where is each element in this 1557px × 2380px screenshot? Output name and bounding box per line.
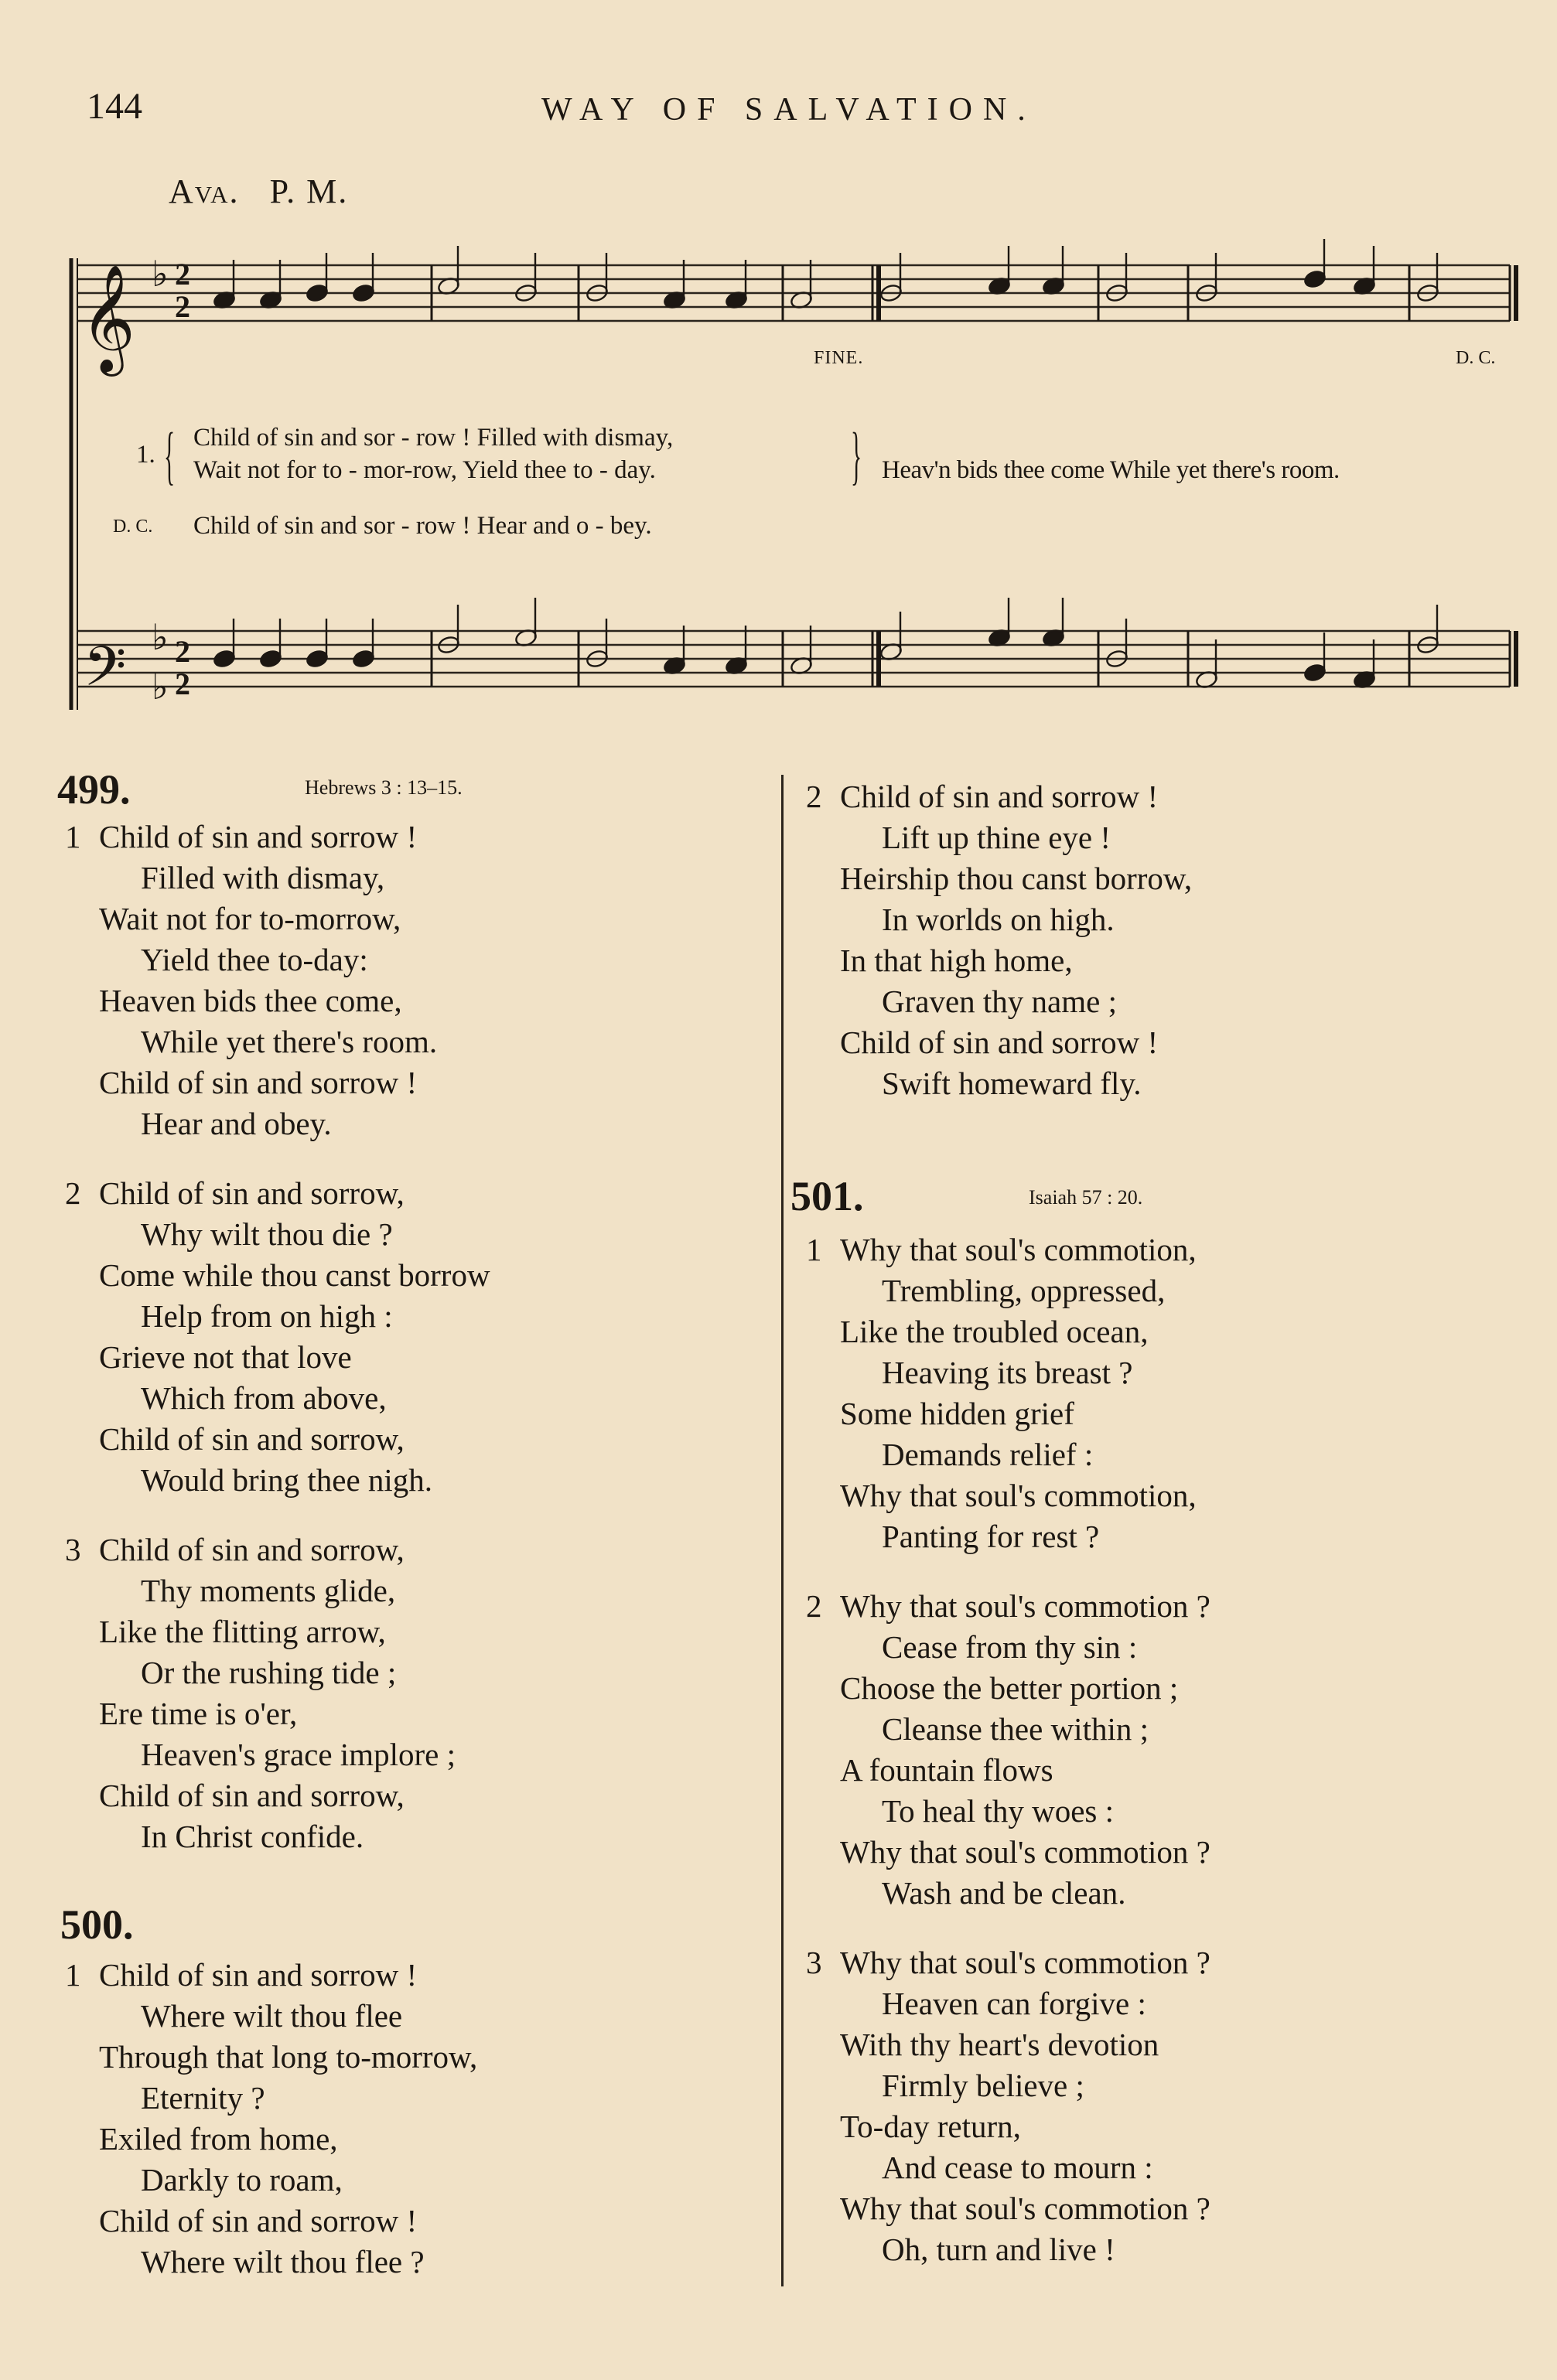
column-divider — [781, 775, 784, 2286]
verse-line — [840, 1873, 1210, 1914]
verse-line-text: Why that soul's commotion ? — [840, 1945, 1210, 1980]
verse-line-text: While yet there's room. — [141, 1024, 438, 1059]
verse-line-text: Demands relief : — [882, 1437, 1094, 1472]
verse-line — [840, 1750, 1210, 1791]
verse-line — [99, 1378, 490, 1419]
verse-line-text: Heaven can forgive : — [882, 1986, 1146, 2021]
verse-line-text: In that high home, — [840, 943, 1073, 978]
verse-number: 2 — [806, 779, 822, 814]
verse-line-text: In Christ confide. — [141, 1819, 364, 1854]
verse-line-text: Why that soul's commotion, — [840, 1232, 1197, 1267]
verse-line-text: Cease from thy sin : — [882, 1629, 1138, 1665]
verse-line-text: Some hidden grief — [840, 1396, 1074, 1431]
verse-line-text: Heaving its breast ? — [882, 1355, 1133, 1390]
verse-line-text: Why wilt thou die ? — [141, 1216, 393, 1252]
verse-line — [840, 1311, 1197, 1352]
time-signature-top: 2 — [175, 634, 190, 669]
verse-line — [840, 899, 1192, 940]
verse-line-text: Through that long to-morrow, — [99, 2039, 478, 2075]
verse-number: 3 — [806, 1945, 822, 1980]
verse-line — [99, 898, 437, 939]
verse — [65, 817, 438, 1144]
lyric-dc-marker: D. C. — [113, 517, 153, 537]
verse-line — [806, 1942, 1210, 1983]
verse-line — [99, 1021, 437, 1062]
verse-line-text: Why that soul's commotion, — [840, 1478, 1197, 1513]
verse — [65, 1173, 490, 1501]
verse-line-text: Yield thee to-day: — [141, 942, 368, 977]
verse — [806, 776, 1193, 1104]
verse-line — [99, 1652, 456, 1693]
verse-line — [840, 817, 1192, 858]
verse-number: 3 — [65, 1532, 81, 1567]
key-flat-icon: ♭ — [152, 254, 169, 294]
verse-line — [99, 2242, 477, 2283]
verse-number: 1 — [65, 819, 81, 854]
tune-meter: P. M. — [269, 172, 349, 210]
key-flat-icon: ♭ — [152, 618, 169, 657]
verse-line — [840, 940, 1192, 981]
verse-line — [840, 1627, 1210, 1668]
verse-line-text: Heaven's grace implore ; — [141, 1737, 456, 1772]
verse-line — [99, 1337, 490, 1378]
note-head — [352, 649, 376, 669]
dc-label: D. C. — [1456, 348, 1496, 368]
verse-line — [99, 2160, 477, 2201]
verse-line — [99, 2078, 477, 2119]
verse-number: 1 — [806, 1232, 822, 1267]
note-head — [1303, 663, 1327, 683]
hymn-number-501: 501. — [790, 1173, 864, 1219]
verse-line — [99, 1296, 490, 1337]
verse-line — [99, 2119, 477, 2160]
verse-line — [840, 1393, 1197, 1434]
right-brace-icon: } — [851, 420, 862, 492]
music-score — [0, 0, 1557, 742]
verse-line — [99, 1570, 456, 1611]
verse-line — [65, 1955, 477, 1996]
verse-number: 2 — [65, 1175, 81, 1211]
verse-line — [99, 1214, 490, 1255]
verse — [806, 1942, 1210, 2270]
fine-label: FINE. — [814, 348, 864, 368]
verse-line-text: Swift homeward fly. — [882, 1066, 1142, 1101]
lyric-line-2: Child of sin and sor - row ! Hear and o - bey. — [193, 512, 652, 540]
note-head — [259, 649, 283, 669]
verse-line-text: Oh, turn and live ! — [882, 2232, 1115, 2267]
verse-line — [840, 1709, 1210, 1750]
verse-line — [65, 817, 437, 858]
verse-line — [99, 1775, 456, 1816]
verse-line — [99, 1419, 490, 1460]
page-number: 144 — [87, 86, 142, 127]
note-head — [306, 283, 329, 303]
verse-line — [840, 858, 1192, 899]
verse — [65, 1955, 478, 2283]
verse-line-text: Panting for rest ? — [882, 1519, 1100, 1554]
verse-line-text: Graven thy name ; — [882, 984, 1117, 1019]
verse-line-text: Eternity ? — [141, 2080, 265, 2116]
verse-line-text: Firmly believe ; — [882, 2068, 1084, 2103]
verse-line-text: Child of sin and sorrow, — [99, 1421, 405, 1457]
verse-line-text: With thy heart's devotion — [840, 2027, 1159, 2062]
verse-line — [840, 1832, 1210, 1873]
verse-line-text: Like the flitting arrow, — [99, 1614, 386, 1649]
note-head — [1303, 269, 1327, 289]
verse-line-text: Grieve not that love — [99, 1339, 352, 1375]
verse-line-text: Come while thou canst borrow — [99, 1257, 490, 1293]
verse-line — [840, 1022, 1192, 1063]
verse-number: 2 — [806, 1588, 822, 1624]
verse-line — [840, 1983, 1210, 2024]
verse-line — [99, 1816, 456, 1857]
verse-line-text: And cease to mourn : — [882, 2150, 1153, 2185]
left-brace-icon: { — [164, 420, 176, 492]
verse-line — [99, 1734, 456, 1775]
verse-line-text: Child of sin and sorrow, — [99, 1778, 405, 1813]
verse-line — [840, 2188, 1210, 2229]
treble-clef-icon: 𝄞 — [80, 264, 135, 372]
verse — [806, 1229, 1197, 1557]
verse-line-text: Child of sin and sorrow ! — [99, 1957, 418, 1993]
verse-line — [806, 776, 1192, 817]
verse-line — [840, 1668, 1210, 1709]
verse-line — [840, 981, 1192, 1022]
verse-line — [840, 1791, 1210, 1832]
verse-line-text: Help from on high : — [141, 1298, 393, 1334]
verse-line-text: Child of sin and sorrow ! — [99, 2203, 418, 2238]
verse — [806, 1586, 1210, 1914]
verse-line — [99, 1062, 437, 1103]
verse-line-text: Trembling, oppressed, — [882, 1273, 1166, 1308]
verse-line — [840, 2024, 1210, 2065]
verse-line — [65, 1529, 456, 1570]
key-flat-icon: ♭ — [152, 667, 169, 707]
verse-line — [840, 1516, 1197, 1557]
lyric-verse-number: 1. — [136, 441, 155, 469]
verse-number: 1 — [65, 1957, 81, 1993]
verse-line — [99, 858, 437, 898]
lyric-line-1a: Child of sin and sor - row ! Filled with dismay, — [193, 424, 674, 452]
verse-line — [99, 1611, 456, 1652]
verse-line-text: Child of sin and sorrow ! — [99, 819, 418, 854]
verse-line — [99, 1996, 477, 2037]
verse-line-text: A fountain flows — [840, 1752, 1053, 1788]
time-signature-bottom: 2 — [175, 289, 190, 324]
verse-line — [840, 2147, 1210, 2188]
verse-line-text: Child of sin and sorrow ! — [840, 1025, 1159, 1060]
verse-line — [65, 1173, 490, 1214]
verse-line-text: Child of sin and sorrow ! — [99, 1065, 418, 1100]
lyric-line-1c: Heav'n bids thee come While yet there's room. — [882, 456, 1340, 484]
note-head — [352, 283, 376, 303]
verse-line-text: In worlds on high. — [882, 902, 1115, 937]
tune-name: Ava. — [169, 172, 240, 210]
time-signature-bottom: 2 — [175, 667, 190, 701]
verse-line — [806, 1229, 1197, 1270]
bass-clef-icon: 𝄢 — [84, 635, 127, 712]
verse-line-text: Or the rushing tide ; — [141, 1655, 397, 1690]
time-signature-top: 2 — [175, 257, 190, 292]
hymn-number-499: 499. — [57, 766, 131, 813]
verse-line — [840, 2065, 1210, 2106]
verse-line-text: Cleanse thee within ; — [882, 1711, 1149, 1747]
verse-line-text: Exiled from home, — [99, 2121, 338, 2157]
verse-line-text: Darkly to roam, — [141, 2162, 343, 2198]
verse-line-text: Child of sin and sorrow ! — [840, 779, 1159, 814]
verse-line-text: Filled with dismay, — [141, 860, 385, 895]
verse-line — [840, 1434, 1197, 1475]
verse-line — [840, 1063, 1192, 1104]
verse-line-text: Where wilt thou flee — [141, 1998, 403, 2034]
note-head — [213, 649, 237, 669]
verse-line-text: Heaven bids thee come, — [99, 983, 402, 1018]
verse-line-text: To-day return, — [840, 2109, 1021, 2144]
verse-line-text: Choose the better portion ; — [840, 1670, 1179, 1706]
verse-line-text: Child of sin and sorrow, — [99, 1532, 405, 1567]
hymn-reference-501: Isaiah 57 : 20. — [1029, 1186, 1143, 1209]
verse-line-text: Wait not for to-morrow, — [99, 901, 401, 936]
verse-line-text: Thy moments glide, — [141, 1573, 396, 1608]
verse-line-text: Lift up thine eye ! — [882, 820, 1111, 855]
verse-line-text: To heal thy woes : — [882, 1793, 1115, 1829]
verse-line — [99, 2201, 477, 2242]
verse-line — [840, 2229, 1210, 2270]
verse-line-text: Where wilt thou flee ? — [141, 2244, 425, 2279]
verse-line — [99, 939, 437, 980]
verse-line — [840, 1475, 1197, 1516]
verse — [65, 1529, 456, 1857]
note-head — [306, 649, 329, 669]
verse-line — [99, 1103, 437, 1144]
verse-line-text: Wash and be clean. — [882, 1875, 1126, 1911]
verse-line — [840, 1352, 1197, 1393]
verse-line — [806, 1586, 1210, 1627]
hymn-number-500: 500. — [60, 1901, 134, 1948]
hymn-reference-499: Hebrews 3 : 13–15. — [305, 776, 463, 799]
verse-line-text: Would bring thee nigh. — [141, 1462, 433, 1498]
verse-line — [99, 1693, 456, 1734]
verse-line — [99, 1255, 490, 1296]
verse-line — [99, 980, 437, 1021]
verse-line — [840, 2106, 1210, 2147]
verse-line-text: Hear and obey. — [141, 1106, 332, 1141]
verse-line — [99, 2037, 477, 2078]
verse-line — [840, 1270, 1197, 1311]
verse-line-text: Child of sin and sorrow, — [99, 1175, 405, 1211]
verse-line-text: Why that soul's commotion ? — [840, 2191, 1210, 2226]
verse-line-text: Ere time is o'er, — [99, 1696, 298, 1731]
verse-line-text: Why that soul's commotion ? — [840, 1588, 1210, 1624]
verse-line-text: Like the troubled ocean, — [840, 1314, 1149, 1349]
lyric-line-1b: Wait not for to - mor-row, Yield thee to - day. — [193, 456, 656, 484]
verse-line-text: Why that soul's commotion ? — [840, 1834, 1210, 1870]
running-head: WAY OF SALVATION. — [541, 92, 1036, 128]
verse-line — [99, 1460, 490, 1501]
verse-line-text: Which from above, — [141, 1380, 387, 1416]
verse-line-text: Heirship thou canst borrow, — [840, 861, 1193, 896]
